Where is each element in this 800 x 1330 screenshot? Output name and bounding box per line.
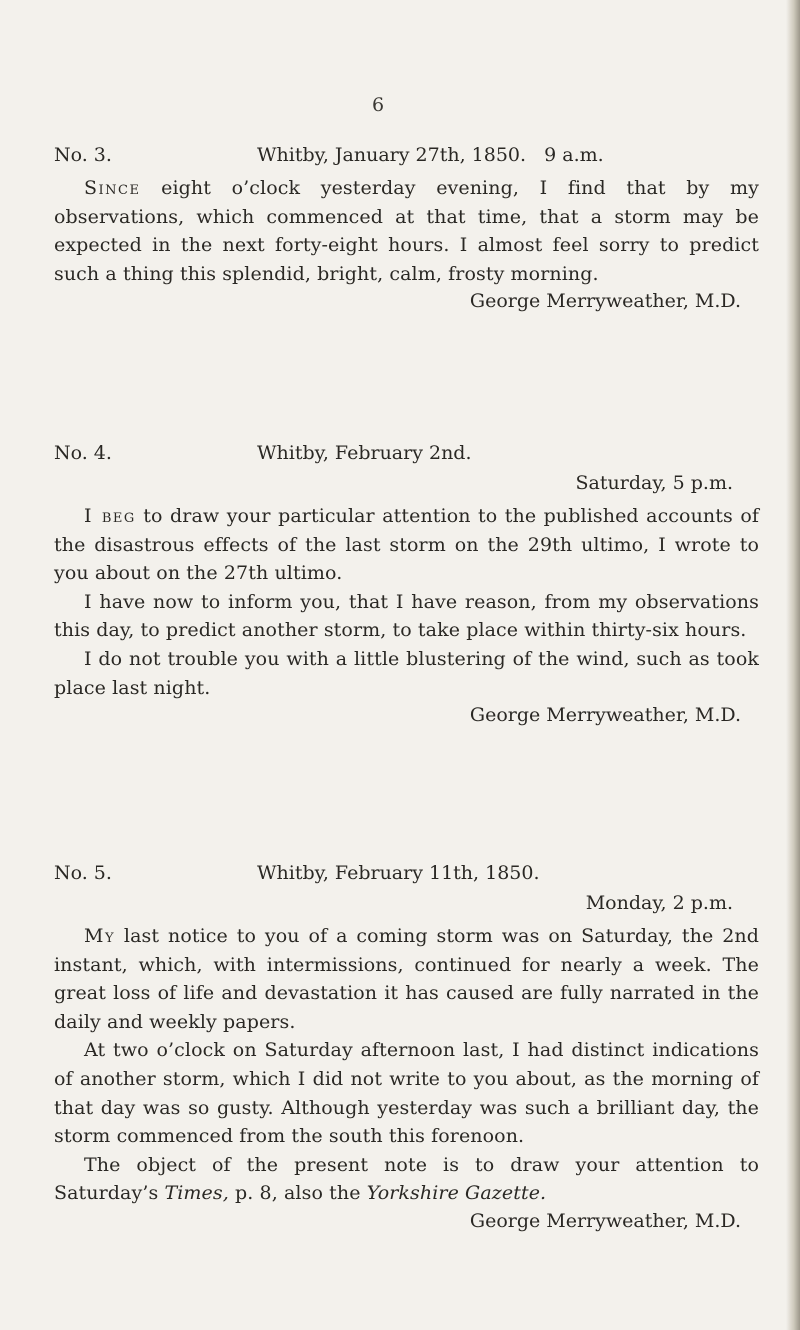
- letter-no-5: [54, 862, 759, 1232]
- lead-word: My: [84, 925, 116, 947]
- paragraph-text: eight o’clock yesterday evening, I find that by my observations, which commenced at that time, that a storm may be expected in the next forty-eight hours. I almost feel sorry to predict such a thing this splendid, bright, calm, frosty morning.: [54, 177, 759, 285]
- publication-title: Times,: [164, 1182, 229, 1205]
- letter-time: Saturday, 5 p.m.: [575, 472, 733, 494]
- letter-time: Monday, 2 p.m.: [585, 892, 733, 914]
- page-edge-shadow: [786, 0, 800, 1330]
- letter-paragraph: [54, 1151, 759, 1208]
- paragraph-text: p. 8, also the: [228, 1182, 367, 1205]
- publication-title: Yorkshire Gazette.: [366, 1182, 547, 1205]
- paragraph-text: The object of the present note is to draw your attention to Saturday’s: [54, 1153, 759, 1205]
- letter-no-4: [54, 442, 759, 726]
- letter-place-date: Whitby, January 27th, 1850. 9 a.m.: [257, 144, 604, 166]
- signature: George Merryweather, M.D.: [469, 704, 741, 727]
- signature: George Merryweather, M.D.: [469, 290, 741, 313]
- letter-number: No. 4.: [54, 442, 112, 464]
- letter-number: No. 3.: [54, 144, 112, 166]
- letter-header: [54, 144, 759, 178]
- letter-paragraph: [54, 502, 759, 588]
- letter-header: [54, 442, 759, 476]
- letter-paragraph: I have now to inform you, that I have reason, from my observations this day, to predict another storm, to take place within thirty-six hours.: [54, 590, 759, 642]
- letter-paragraph: [54, 922, 759, 1036]
- letter-number: No. 5.: [54, 862, 112, 884]
- page-number: 6: [371, 94, 385, 116]
- letter-no-3: [54, 144, 759, 312]
- signature: George Merryweather, M.D.: [469, 1209, 741, 1232]
- letter-place-date: Whitby, February 11th, 1850.: [257, 862, 540, 884]
- paragraph-text: to draw your particular attention to the published accounts of the disastrous effects of the last storm on the 29th ultimo, I wrote to you about on the 27th ultimo.: [54, 505, 759, 585]
- lead-word: Since: [84, 177, 141, 199]
- letter-header: [54, 862, 759, 896]
- letter-place-date: Whitby, February 2nd.: [257, 442, 472, 464]
- lead-word: I beg: [84, 505, 136, 527]
- letter-paragraph: [54, 174, 759, 288]
- letter-paragraph: I do not trouble you with a little blustering of the wind, such as took place last night.: [54, 647, 759, 699]
- paragraph-text: last notice to you of a coming storm was on Saturday, the 2nd instant, which, with intermissions, continued for nearly a week. The great loss of life and devastation it has caused are fully narrated in the daily and weekly papers.: [54, 925, 759, 1033]
- letter-paragraph: At two o’clock on Saturday afternoon last, I had distinct indications of another storm, which I did not write to you about, as the morning of that day was so gusty. Although yesterday was such a brilliant day, the storm commenced from the south this forenoon.: [54, 1039, 759, 1148]
